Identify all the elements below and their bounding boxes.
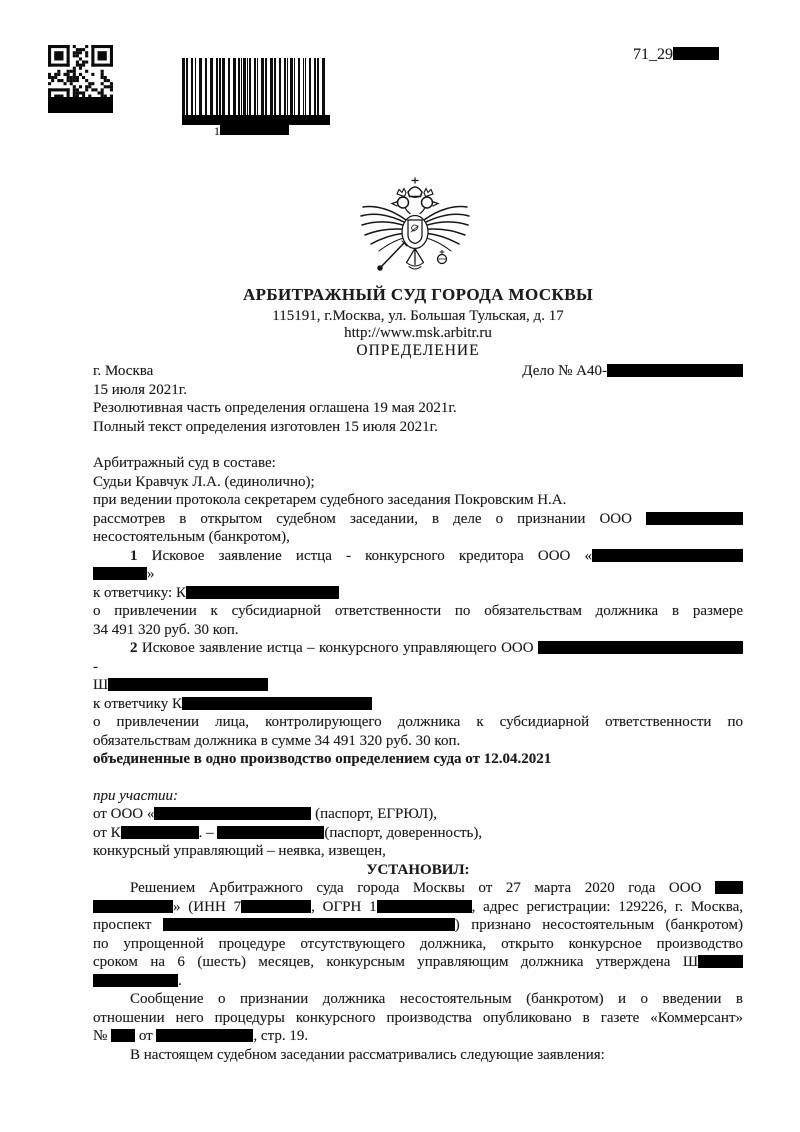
court-name: АРБИТРАЖНЫЙ СУД ГОРОДА МОСКВЫ <box>242 285 594 304</box>
text-segment: к ответчику К <box>93 695 183 712</box>
document-line <box>93 750 743 769</box>
barcode-bar <box>254 58 256 115</box>
barcode-bar <box>216 58 218 115</box>
text-segment: обязательствам должника в сумме 34 491 320 руб. 30 коп. <box>93 732 461 749</box>
redaction-box <box>108 678 268 691</box>
court-website: http://www.msk.arbitr.ru <box>344 325 492 341</box>
text-segment: 15 июля 2021г. <box>93 381 187 398</box>
text-segment: » (ИНН 7 <box>173 898 242 915</box>
text-segment: В настоящем судебном заседании рассматривались следующие заявления: <box>130 1046 605 1063</box>
text-segment: объединенные в одно производство определением суда от 12.04.2021 <box>93 751 552 767</box>
document-line <box>93 639 743 676</box>
barcode-bar <box>210 58 213 115</box>
redaction-box <box>220 125 289 135</box>
text-segment: о привлечении лица, контролирующего должника к субсидиарной ответственности по <box>93 714 743 730</box>
document-line <box>93 454 743 473</box>
barcode-bar <box>241 58 242 115</box>
redaction-box <box>592 549 743 562</box>
barcode-bar <box>298 58 300 115</box>
barcode-bar <box>182 58 185 115</box>
document-line <box>93 491 743 510</box>
redaction-box <box>607 364 743 377</box>
text-segment: от К <box>93 824 121 841</box>
text-segment: Решением Арбитражного суда города Москвы от 27 марта 2020 года ООО <box>130 880 715 896</box>
redaction-box <box>538 641 743 654</box>
redaction-box <box>156 1029 253 1042</box>
document-line <box>93 473 743 492</box>
document-line <box>93 584 743 603</box>
barcode-bar <box>238 58 240 115</box>
document-line <box>93 602 743 621</box>
text-segment: Исковое заявление истца - конкурсного кредитора ООО « <box>137 547 592 564</box>
text-segment: , адрес регистрации: 129226, г. Москва, <box>471 898 744 915</box>
barcode-bar <box>284 58 286 115</box>
text-segment: 2 <box>130 640 138 656</box>
document-line <box>93 565 743 584</box>
document-line <box>93 399 743 418</box>
qr-redaction-box <box>48 97 113 113</box>
barcode-bar <box>261 58 264 115</box>
text-segment: » <box>147 566 155 582</box>
document-code: 71_29 <box>633 46 673 63</box>
redaction-box <box>241 900 311 913</box>
barcode-bar <box>222 58 225 115</box>
text-segment: . <box>178 972 182 989</box>
text-segment: при ведении протокола секретарем судебного заседания Покровским Н.А. <box>93 492 567 508</box>
text-segment: - <box>93 658 98 675</box>
redaction-box <box>93 900 173 913</box>
court-address: 115191, г.Москва, ул. Большая Тульская, д. 17 <box>272 308 564 324</box>
redaction-box <box>186 586 339 599</box>
document-line <box>93 953 743 972</box>
redaction-box <box>377 900 472 913</box>
document-line <box>93 935 743 954</box>
document-line <box>93 732 743 751</box>
barcode-bar <box>219 58 221 115</box>
redaction-box <box>673 47 719 60</box>
text-segment: о привлечении к субсидиарной ответственности по обязательствам должника в размере <box>93 603 743 619</box>
text-segment: несостоятельным (банкротом), <box>93 529 290 545</box>
document-line <box>93 713 743 732</box>
barcode-bar <box>314 58 316 115</box>
text-segment: , ОГРН 1 <box>311 898 377 915</box>
text-segment: (паспорт, доверенность), <box>324 824 483 841</box>
barcode-bar <box>228 58 230 115</box>
text-segment: Арбитражный суд в составе: <box>93 455 276 471</box>
barcode <box>182 58 330 125</box>
document-line <box>93 879 743 898</box>
barcode-bars <box>182 58 330 115</box>
redaction-box <box>646 512 743 525</box>
barcode-bar <box>279 58 281 115</box>
barcode-bar <box>317 58 319 115</box>
coat-of-arms-eagle-icon <box>355 176 475 284</box>
qr-code <box>48 45 113 113</box>
barcode-baseline-band <box>182 115 330 125</box>
document-line <box>93 418 743 437</box>
document-line <box>93 547 743 566</box>
document-line <box>93 381 743 400</box>
text-segment: рассмотрев в открытом судебном заседании, в деле о признании ООО <box>93 510 646 527</box>
redaction-box <box>93 567 147 580</box>
document-code-stamp <box>633 46 719 64</box>
barcode-bar <box>233 58 236 115</box>
text-segment: УСТАНОВИЛ: <box>366 861 470 878</box>
barcode-bar <box>247 58 248 115</box>
barcode-bar <box>257 58 258 115</box>
redaction-box <box>163 918 455 931</box>
text-segment: от <box>135 1028 157 1044</box>
text-segment: сроком на 6 (шесть) месяцев, конкурсным управляющим должника утверждена Ш <box>93 954 698 970</box>
document-line <box>93 842 743 861</box>
barcode-bar <box>265 58 267 115</box>
redaction-box <box>715 881 743 894</box>
document-line <box>93 621 743 640</box>
text-segment: Резолютивная часть определения оглашена 19 мая 2021г. <box>93 400 457 416</box>
text-segment: Исковое заявление истца – конкурсного управляющего ООО <box>137 640 538 656</box>
redaction-box <box>698 955 743 968</box>
document-line <box>93 1046 743 1065</box>
text-segment: Дело № А40- <box>522 363 607 379</box>
text-segment: Ш <box>93 677 109 693</box>
redaction-box <box>93 974 178 987</box>
text-segment: по упрощенной процедуре отсутствующего должника, открыто конкурсное производство <box>93 935 743 952</box>
barcode-number-line <box>214 125 289 137</box>
document-type-title: ОПРЕДЕЛЕНИЕ <box>356 342 480 359</box>
barcode-bar <box>195 58 196 115</box>
document-line <box>93 1027 743 1046</box>
barcode-bar <box>249 58 251 115</box>
text-segment: . – <box>198 824 218 841</box>
document-line <box>93 916 743 935</box>
text-segment: при участии: <box>93 787 179 804</box>
text-segment: от ООО « <box>93 806 155 822</box>
barcode-bar <box>305 58 306 115</box>
barcode-bar <box>309 58 311 115</box>
barcode-bar <box>191 58 193 115</box>
redaction-box <box>111 1029 135 1042</box>
document-line <box>93 787 743 806</box>
barcode-bar <box>290 58 293 115</box>
text-segment: № <box>93 1028 112 1044</box>
document-line <box>93 528 743 547</box>
text-segment: к ответчику: К <box>93 584 186 601</box>
barcode-digit: 1 <box>214 124 220 138</box>
redaction-box <box>121 826 199 839</box>
resolution-heading <box>93 861 743 880</box>
document-body <box>93 362 743 1064</box>
text-segment: Полный текст определения изготовлен 15 июля 2021г. <box>93 418 438 435</box>
text-segment: Сообщение о признании должника несостоятельным (банкротом) и о введении в <box>130 991 743 1007</box>
barcode-bar <box>287 58 288 115</box>
document-line <box>93 510 743 529</box>
barcode-bar <box>294 58 295 115</box>
text-segment: проспект <box>93 917 163 933</box>
redaction-box <box>182 697 372 710</box>
redaction-box <box>217 826 324 839</box>
text-segment: 34 491 320 руб. 30 коп. <box>93 621 239 638</box>
document-line <box>93 990 743 1009</box>
barcode-bar <box>303 58 304 115</box>
barcode-bar <box>186 58 188 115</box>
document-line <box>93 1009 743 1028</box>
barcode-bar <box>270 58 273 115</box>
text-segment: конкурсный управляющий – неявка, извещен, <box>93 843 386 859</box>
document-line <box>93 972 743 991</box>
case-number-line <box>93 362 743 381</box>
text-segment: Судьи Кравчук Л.А. (единолично); <box>93 473 315 490</box>
barcode-bar <box>243 58 246 115</box>
text-segment: , стр. 19. <box>253 1028 309 1044</box>
barcode-bar <box>199 58 202 115</box>
text-segment: 1 <box>130 547 138 564</box>
document-line <box>93 824 743 843</box>
barcode-bar <box>274 58 276 115</box>
document-line <box>93 676 743 695</box>
document-line <box>93 805 743 824</box>
barcode-bar <box>322 58 325 115</box>
document-line <box>93 695 743 714</box>
document-line <box>93 898 743 917</box>
text-segment: ) признано несостоятельным (банкротом) <box>454 917 743 933</box>
redaction-box <box>154 807 311 820</box>
text-segment: г. Москва <box>93 363 154 379</box>
text-segment: отношении него процедуры конкурсного производства опубликовано в газете «Коммерсант» <box>93 1009 743 1026</box>
text-segment: (паспорт, ЕГРЮЛ), <box>311 806 437 822</box>
barcode-bar <box>205 58 207 115</box>
